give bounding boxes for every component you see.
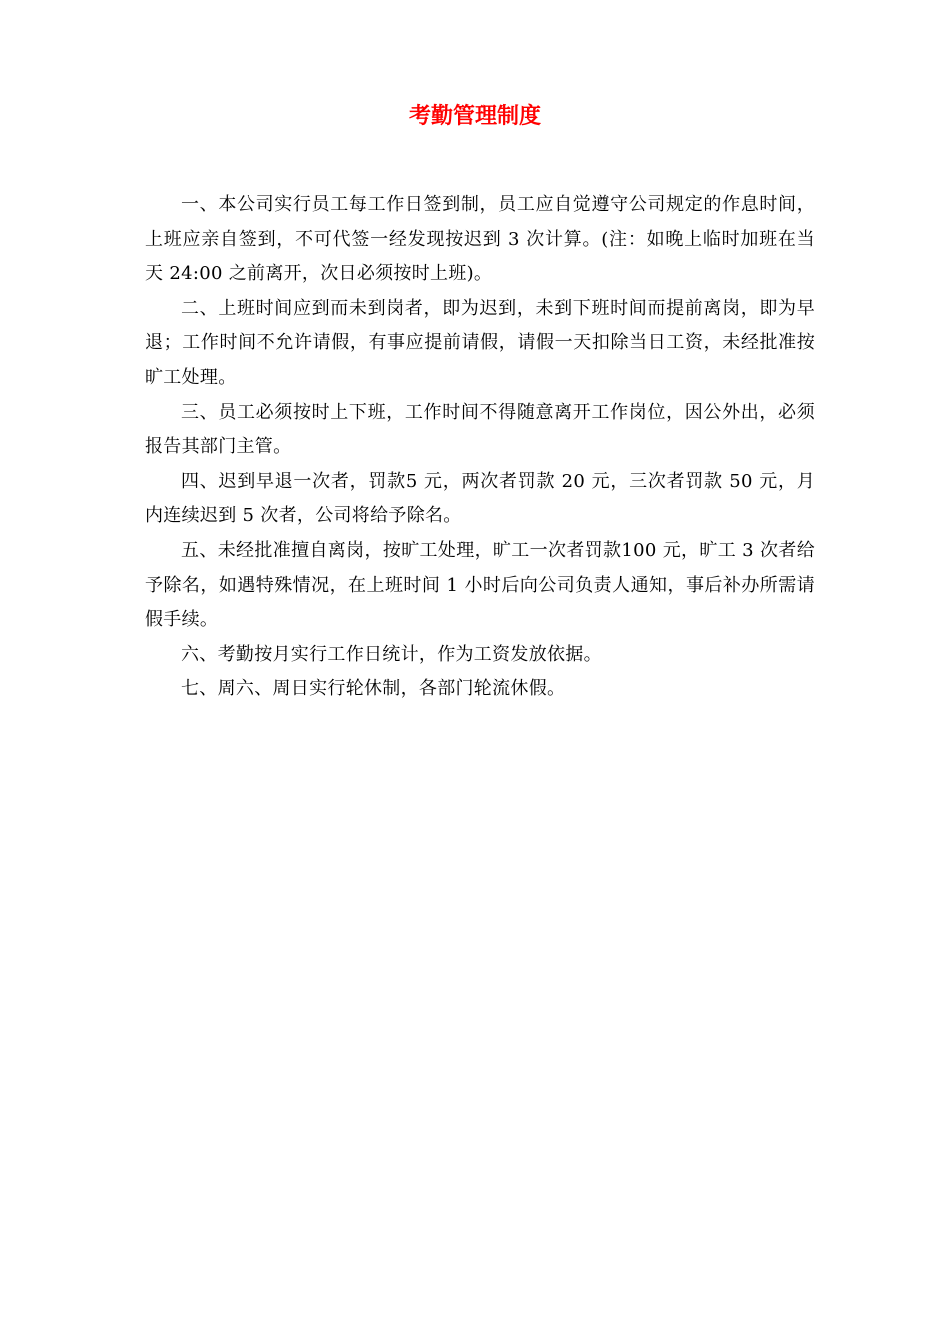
page-title: 考勤管理制度 [408, 103, 541, 129]
paragraph-7: 七、周六、周日实行轮休制，各部门轮流休假。 [181, 678, 566, 700]
paragraph-4: 四、迟到早退一次者，罚款5 元，两次者罚款 20 元，三次者罚款 50 元，月内连续迟到 5 次者，公司将给予除名。 [145, 470, 815, 527]
paragraph-5: 五、未经批准擅自离岗，按旷工处理，旷工一次者罚款100 元，旷工 3 次者给予除名，如遇特殊情况，在上班时间 1 小时后向公司负责人通知，事后补办所需请假手续。 [145, 539, 815, 631]
document-body [145, 188, 815, 707]
paragraph-3: 三、员工必须按时上下班，工作时间不得随意离开工作岗位，因公外出，必须报告其部门主管。 [145, 401, 815, 458]
paragraph-2: 二、上班时间应到而未到岗者，即为迟到，未到下班时间而提前离岗，即为早退；工作时间不允许请假，有事应提前请假，请假一天扣除当日工资，未经批准按旷工处理。 [145, 297, 815, 388]
paragraph-1: 一、本公司实行员工每工作日签到制，员工应自觉遵守公司规定的作息时间，上班应亲自签到，不可代签一经发现按迟到 3 次计算。(注：如晚上临时加班在当天 24:00 之前离开，次日必须按时上班)。 [145, 194, 815, 285]
paragraph-6: 六、考勤按月实行工作日统计，作为工资发放依据。 [181, 643, 602, 665]
